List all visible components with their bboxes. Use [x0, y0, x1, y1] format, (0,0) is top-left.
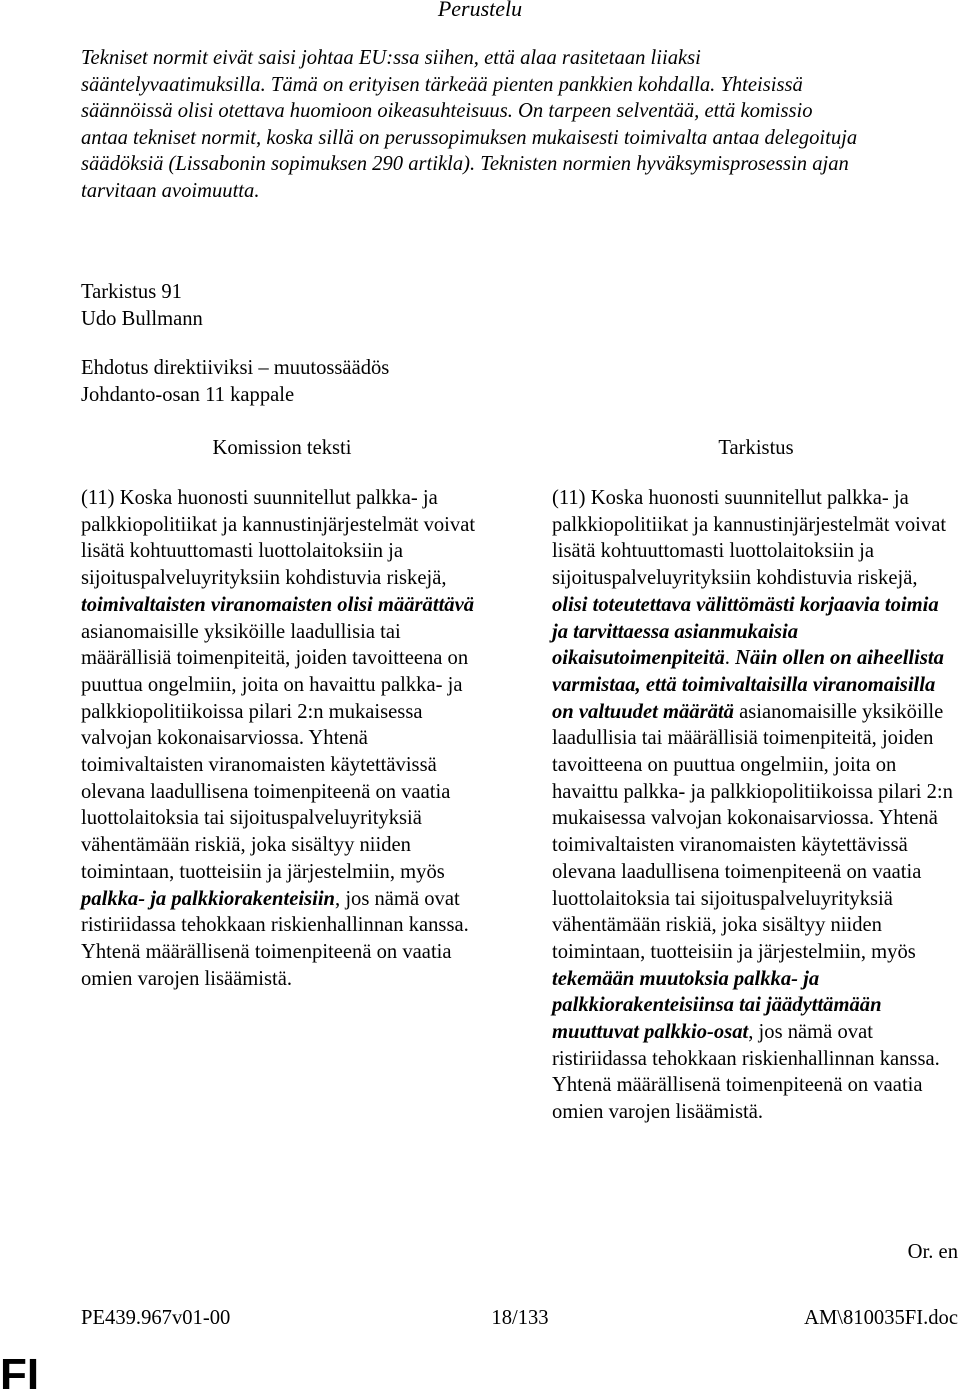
- language-code: FI: [0, 1350, 40, 1399]
- justification-title: Perustelu: [437, 0, 523, 21]
- amendment-text-body: [552, 485, 957, 1126]
- commission-emphasized-text: toimivaltaisten viranomaisten olisi määrättävä: [81, 593, 475, 616]
- amendment-emphasized-text: Näin ollen on aiheellista varmistaa, että toimivaltaisilla viranomaisilla on valtuudet määrätä: [552, 647, 944, 723]
- commission-text-segment: (11) Koska huonosti suunnitellut palkka- ja palkkiopolitiikat ja kannustinjärjestelmät voivat lisätä kohtuuttomasti luottolaitoksiin ja sijoituspalveluyrityksiin kohdistuvia riskejä,: [81, 487, 476, 590]
- amendment-text-segment: .: [724, 647, 736, 670]
- commission-text-segment: , jos nämä ovat ristiriidassa tehokkaan riskienhallinnan kanssa. Yhtenä määrällisenä toimenpiteenä on vaatia omien varojen lisäämistä.: [81, 887, 469, 990]
- footer-page-number: 18/133: [491, 1307, 549, 1329]
- amendment-paragraph: [552, 485, 957, 1126]
- footer-file-name: AM\810035FI.doc: [804, 1307, 958, 1329]
- amendment-author: Udo Bullmann: [81, 308, 203, 330]
- original-language: Or. en: [907, 1241, 958, 1263]
- amendment-emphasized-text: tekemään muutoksia palkka- ja palkkiorakenteisiinsa tai jäädyttämään muuttuvat palkkio-osat: [552, 967, 882, 1044]
- commission-text-body: [81, 485, 485, 992]
- amendment-emphasized-text: olisi toteutettava välittömästi korjaavia toimia ja tarvittaessa asianmukaisia oikaisutoimenpiteitä: [552, 593, 939, 670]
- commission-text-header: Komission teksti: [212, 437, 352, 459]
- amendment-text-segment: (11) Koska huonosti suunnitellut palkka- ja palkkiopolitiikat ja kannustinjärjestelmät voivat lisätä kohtuuttomasti luottolaitoksiin ja sijoituspalveluyrityksiin kohdistuvia riskejä,: [552, 487, 947, 590]
- commission-paragraph: [81, 485, 485, 992]
- amendment-header: Tarkistus: [718, 437, 794, 459]
- footer-document-id: PE439.967v01-00: [81, 1307, 231, 1329]
- amendment-text-segment: , jos nämä ovat ristiriidassa tehokkaan riskienhallinnan kanssa. Yhtenä määrällisenä toimenpiteenä on vaatia omien varojen lisäämistä.: [552, 1021, 940, 1124]
- amendment-number: Tarkistus 91: [81, 281, 182, 303]
- proposal-title: Ehdotus direktiiviksi – muutossäädös: [81, 357, 390, 379]
- commission-emphasized-text: palkka- ja palkkiorakenteisiin: [81, 887, 336, 910]
- amendment-text-segment: asianomaisille yksiköille laadullisia tai määrällisiä toimenpiteitä, joiden tavoitteena on puuttua ongelmiin, joita on havaittu palkka- ja palkkiopolitiikoissa pilari 2:n mukaisessa valvojan kokonaisarviossa. Yhtenä toimivaltaisten viranomaisten käytettävissä olevana laadullisena toimenpiteenä on vaatia luottolaitoksia tai sijoituspalveluyrityksiä vähentämään riskiä, joka sisältyy niiden toimintaan, tuotteisiin ja järjestelmiin, myös: [552, 700, 953, 963]
- commission-text-segment: asianomaisille yksiköille laadullisia tai määrällisiä toimenpiteitä, joiden tavoitteena on puuttua ongelmiin, joita on havaittu palkka- ja palkkiopolitiikoissa pilari 2:n mukaisessa valvojan kokonaisarviossa. Yhtenä toimivaltaisten viranomaisten käytettävissä olevana laadullisena toimenpiteenä on vaatia luottolaitoksia tai sijoituspalveluyrityksiä vähentämään riskiä, joka sisältyy niiden toimintaan, tuotteisiin ja järjestelmiin, myös: [81, 620, 469, 883]
- justification-text: Tekniset normit eivät saisi johtaa EU:ssa siihen, että alaa rasitetaan liiaksi sääntelyvaatimuksilla. Tämä on erityisen tärkeää pienten pankkien kohdalla. Yhteisissä säännöissä olisi otettava huomioon oikeasuhteisuus. On tarpeen selventää, että komissio antaa tekniset normit, koska sillä on perussopimuksen mukaisesti toimivalta antaa delegoituja säädöksiä (Lissabonin sopimuksen 290 artikla). Teknisten normien hyväksymisprosessin ajan tarvitaan avoimuutta.: [81, 47, 858, 202]
- section-reference: Johdanto-osan 11 kappale: [81, 384, 295, 406]
